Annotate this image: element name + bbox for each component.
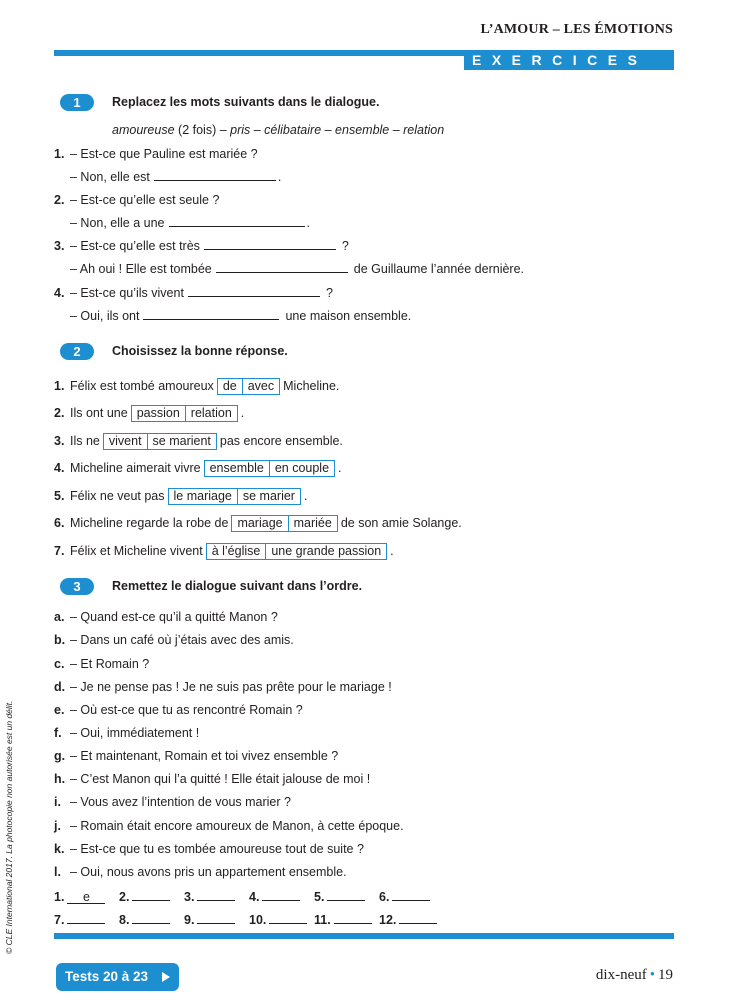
dialogue-item <box>54 794 291 810</box>
answer-blank[interactable] <box>188 285 320 297</box>
page-digit: 19 <box>658 967 673 983</box>
tests-link-button[interactable] <box>56 963 179 991</box>
choice-option[interactable]: mariée <box>288 516 337 531</box>
question-number: 1. <box>54 147 65 161</box>
item-letter: i. <box>54 795 61 809</box>
item-text: – Oui, immédiatement ! <box>70 726 200 740</box>
question-number: 4. <box>54 461 65 475</box>
dialogue-line <box>70 261 524 277</box>
answer-number: 7. <box>54 913 65 927</box>
exercise-number-badge: 1 <box>60 94 94 111</box>
exercise-title: Choisissez la bonne réponse. <box>112 344 288 358</box>
word-list <box>112 122 444 138</box>
dialogue-item <box>54 748 338 764</box>
choice-box <box>204 460 335 477</box>
line-text-after: de Guillaume l’année dernière. <box>353 262 525 276</box>
item-letter: h. <box>54 772 66 786</box>
item-text: – C’est Manon qui l’a quitté ! Elle était jalouse de moi ! <box>70 772 371 786</box>
item-text-after: . <box>240 406 245 420</box>
choice-box <box>103 433 217 450</box>
answer-blank[interactable] <box>132 888 170 901</box>
exercise-3 <box>54 578 674 927</box>
line-text: – Non, elle a une <box>70 216 165 230</box>
question-number: 1. <box>54 379 65 393</box>
line-text: – Non, elle est <box>70 170 150 184</box>
item-text: – Et Romain ? <box>70 657 150 671</box>
line-text-after: . <box>306 216 310 230</box>
dialogue-item <box>54 679 392 695</box>
answer-blank[interactable] <box>327 888 365 901</box>
item-letter: c. <box>54 657 65 671</box>
exercise-number-badge: 3 <box>60 578 94 595</box>
dialogue-line <box>54 146 258 162</box>
choice-option[interactable]: mariage <box>237 516 283 531</box>
exercise-3-header <box>54 578 674 598</box>
choice-box <box>231 515 337 532</box>
item-text: Ils ont une <box>70 406 128 420</box>
choice-box <box>168 488 301 505</box>
choice-option[interactable]: une grande passion <box>265 544 386 559</box>
answer-number: 12. <box>379 913 397 927</box>
line-text-after: une maison ensemble. <box>285 309 412 323</box>
answer-blank[interactable] <box>154 169 276 181</box>
answer-blank[interactable] <box>143 308 279 320</box>
dialogue-item <box>54 656 149 672</box>
question-number: 4. <box>54 286 65 300</box>
answer-number: 11. <box>314 913 331 927</box>
exercise-number-badge: 2 <box>60 343 94 360</box>
question-number: 3. <box>54 239 65 253</box>
item-text: Micheline aimerait vivre <box>70 461 201 475</box>
dialogue-line <box>54 285 333 301</box>
choice-item <box>54 515 462 532</box>
item-text: Ils ne <box>70 434 100 448</box>
answer-blank[interactable] <box>204 238 336 250</box>
choice-option[interactable]: avec <box>242 379 279 394</box>
line-text: – Est-ce qu’ils vivent <box>70 286 184 300</box>
answer-blank[interactable] <box>262 888 300 901</box>
dialogue-line <box>70 215 310 231</box>
choice-option[interactable]: ensemble <box>209 461 264 476</box>
exercise-1 <box>54 94 674 323</box>
item-text: Félix ne veut pas <box>70 489 165 503</box>
dialogue-item <box>54 632 294 648</box>
line-text: – Est-ce qu’elle est très <box>70 239 200 253</box>
choice-option[interactable]: se marier <box>237 489 300 504</box>
choice-option[interactable]: relation <box>185 406 237 421</box>
exercise-2 <box>54 343 674 559</box>
answer-blank[interactable]: e <box>67 891 105 904</box>
question-number: 3. <box>54 434 65 448</box>
line-text-after: . <box>277 170 282 184</box>
choice-box <box>206 543 387 560</box>
item-text: Félix et Micheline vivent <box>70 544 203 558</box>
page-number <box>596 967 673 984</box>
item-letter: b. <box>54 633 66 647</box>
item-text: – Je ne pense pas ! Je ne suis pas prête pour le mariage ! <box>70 680 392 694</box>
line-text-after: ? <box>325 286 333 300</box>
answer-blank[interactable] <box>399 911 437 924</box>
answer-blank[interactable] <box>392 888 430 901</box>
dialogue-item <box>54 818 404 834</box>
choice-box <box>131 405 238 422</box>
dialogue-item <box>54 702 303 718</box>
item-text: – Vous avez l’intention de vous marier ? <box>70 795 291 809</box>
bullet-icon: • <box>649 967 655 983</box>
page-word: dix-neuf <box>595 967 647 983</box>
bottom-rule <box>54 933 674 939</box>
exercices-banner: EXERCICES <box>464 51 674 70</box>
exercise-title: Remettez le dialogue suivant dans l’ordre. <box>112 579 363 593</box>
choice-item <box>54 433 343 450</box>
item-text-after: Micheline. <box>283 379 340 393</box>
question-number: 2. <box>54 193 65 207</box>
dialogue-line <box>54 192 219 208</box>
question-number: 2. <box>54 406 65 420</box>
choice-box <box>217 378 280 395</box>
line-text: – Est-ce qu’elle est seule ? <box>70 193 220 207</box>
exercise-2-header <box>54 343 674 363</box>
answer-blank[interactable] <box>132 911 170 924</box>
word-list-main: amoureuse <box>112 123 175 137</box>
answer-blank[interactable] <box>169 215 305 227</box>
item-text: – Et maintenant, Romain et toi vivez ensemble ? <box>70 749 339 763</box>
question-number: 5. <box>54 489 65 503</box>
item-letter: g. <box>54 749 66 763</box>
answer-row <box>54 888 444 905</box>
answer-number: 10. <box>249 913 267 927</box>
answer-blank[interactable] <box>216 261 348 273</box>
choice-option[interactable]: de <box>222 379 237 394</box>
answer-blank[interactable] <box>197 888 235 901</box>
answer-blank[interactable] <box>269 911 307 924</box>
choice-item <box>54 488 307 505</box>
answer-number: 9. <box>184 913 195 927</box>
dialogue-item <box>54 771 370 787</box>
item-text: – Romain était encore amoureux de Manon, à cette époque. <box>70 819 404 833</box>
chapter-title: L’AMOUR – LES ÉMOTIONS <box>480 22 673 37</box>
dialogue-line <box>70 169 281 185</box>
dialogue-item <box>54 609 278 625</box>
dialogue-item <box>54 725 199 741</box>
item-letter: l. <box>54 865 61 879</box>
word-list-rest: – pris – célibataire – ensemble – relation <box>216 123 445 137</box>
item-text: – Où est-ce que tu as rencontré Romain ? <box>70 703 303 717</box>
dialogue-item <box>54 864 347 880</box>
choice-option[interactable]: à l’église <box>211 544 261 559</box>
item-letter: e. <box>54 703 65 717</box>
item-text-after: . <box>303 489 308 503</box>
answer-number: 8. <box>119 913 130 927</box>
answer-blank[interactable] <box>67 911 105 924</box>
item-letter: d. <box>54 680 66 694</box>
choice-option[interactable]: passion <box>136 406 180 421</box>
choice-item <box>54 378 339 395</box>
answer-number: 1. <box>54 890 65 904</box>
copyright-note: © CLE International 2017. La photocopie non autorisée est un délit. <box>4 700 14 954</box>
item-text-after: . <box>338 461 342 475</box>
item-letter: j. <box>54 819 61 833</box>
answer-number: 4. <box>249 890 260 904</box>
exercise-title: Replacez les mots suivants dans le dialogue. <box>112 95 380 109</box>
item-text: – Oui, nous avons pris un appartement ensemble. <box>70 865 347 879</box>
choice-option[interactable]: en couple <box>269 461 334 476</box>
dialogue-line <box>54 238 349 254</box>
play-arrow-icon <box>162 972 170 982</box>
item-text-after: pas encore ensemble. <box>219 434 343 448</box>
dialogue-item <box>54 841 364 857</box>
item-text: Félix est tombé amoureux <box>70 379 214 393</box>
answer-number: 5. <box>314 890 325 904</box>
answer-number: 2. <box>119 890 130 904</box>
choice-option[interactable]: le mariage <box>173 489 232 504</box>
exercise-1-header <box>54 94 674 114</box>
answer-blank[interactable] <box>334 911 372 924</box>
item-text: – Dans un café où j’étais avec des amis. <box>70 633 294 647</box>
line-text: – Oui, ils ont <box>70 309 140 323</box>
choice-item <box>54 460 342 477</box>
answer-number: 6. <box>379 890 390 904</box>
choice-item <box>54 405 244 422</box>
item-text: Micheline regarde la robe de <box>70 516 229 530</box>
line-text: – Est-ce que Pauline est mariée ? <box>70 147 258 161</box>
item-text-after: . <box>390 544 394 558</box>
choice-option[interactable]: vivent <box>108 434 142 449</box>
answer-row <box>54 911 444 928</box>
line-text: – Ah oui ! Elle est tombée <box>70 262 212 276</box>
dialogue-line <box>70 308 411 324</box>
answer-blank[interactable] <box>197 911 235 924</box>
item-text: – Est-ce que tu es tombée amoureuse tout de suite ? <box>70 842 364 856</box>
question-number: 6. <box>54 516 65 530</box>
question-number: 7. <box>54 544 65 558</box>
line-text-after: ? <box>341 239 349 253</box>
choice-item <box>54 543 394 560</box>
item-letter: f. <box>54 726 62 740</box>
item-letter: a. <box>54 610 65 624</box>
choice-option[interactable]: se marient <box>147 434 216 449</box>
word-list-note: (2 fois) <box>178 123 217 137</box>
item-text-after: de son amie Solange. <box>340 516 462 530</box>
item-text: – Quand est-ce qu’il a quitté Manon ? <box>70 610 278 624</box>
item-letter: k. <box>54 842 65 856</box>
answer-number: 3. <box>184 890 195 904</box>
tests-link-label: Tests 20 à 23 <box>65 969 149 984</box>
